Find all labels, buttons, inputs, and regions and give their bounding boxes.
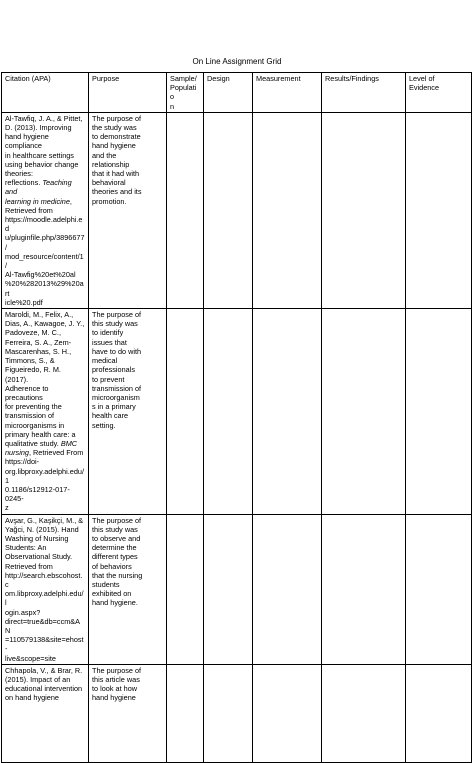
column-header-design: Design — [204, 73, 253, 113]
level-of-evidence-cell — [406, 112, 472, 308]
column-header-citation: Citation (APA) — [2, 73, 89, 113]
measurement-cell — [253, 664, 322, 762]
citation-cell — [2, 309, 89, 514]
sample-population-cell — [167, 514, 204, 664]
level-of-evidence-cell — [406, 514, 472, 664]
design-cell — [204, 664, 253, 762]
table-row — [2, 664, 472, 762]
citation-text: , Retrieved from https://moodle.adelphi.ed u/pluginfile.php/3896677/ mod_resource/content/1/ Al-Tawfig%20et%20al %20%282013%29%20art icle%20.pdf — [5, 196, 85, 307]
table-row — [2, 309, 472, 514]
measurement-cell — [253, 514, 322, 664]
citation-cell — [2, 514, 89, 664]
citation-text: Chhapola, V., & Brar, R. (2015). Impact of an educational intervention on hand hygiene — [5, 665, 83, 703]
citation-cell — [2, 664, 89, 762]
results-findings-cell — [322, 514, 406, 664]
citation-cell — [2, 112, 89, 308]
design-cell — [204, 309, 253, 514]
page-title: On Line Assignment Grid — [192, 57, 282, 66]
citation-text: Maroldi, M., Felix, A., Dias, A., Kawagoe, J. Y., Padoveze, M. C., Ferreira, S. A., Zem- Mascarenhas, S. H., Timmons, S., & Figueiredo, R. M. (2017). Adherence to precautions for preventing the transmission of microorganisms in primary health care: a qualitative study. — [5, 310, 85, 448]
assignment-grid-table — [1, 72, 472, 763]
purpose-cell: The purpose of this study was to identify issues that have to do with medical professionals to prevent transmission of microorganism s in a primary health care setting. — [89, 309, 167, 514]
level-of-evidence-cell — [406, 664, 472, 762]
column-header-results-findings: Results/Findings — [322, 73, 406, 113]
purpose-cell: The purpose of the study was to demonstrate hand hygiene and the relationship that it had with behavioral theories and its promotion. — [89, 112, 167, 308]
table-row — [2, 112, 472, 308]
column-header-measurement: Measurement — [253, 73, 322, 113]
design-cell — [204, 514, 253, 664]
table-header-row — [2, 73, 472, 113]
results-findings-cell — [322, 309, 406, 514]
sample-population-cell — [167, 309, 204, 514]
citation-text: , Retrieved From https://doi- org.libproxy.adelphi.edu/1 0.1186/s12912-017-0245- z — [5, 448, 84, 513]
sample-population-cell — [167, 664, 204, 762]
citation-journal-text: Teaching and learning in medicine — [5, 178, 72, 206]
results-findings-cell — [322, 112, 406, 308]
table-row — [2, 514, 472, 664]
column-header-purpose: Purpose — [89, 73, 167, 113]
citation-text: Al-Tawfiq, J. A., & Pittet, D. (2013). Improving hand hygiene compliance in healthcare settings using behavior change theories: reflections. — [5, 113, 83, 188]
citation-text: Avşar, G., Kaşikçi, M., & Yağci, N. (2015). Hand Washing of Nursing Students: An Observational Study. Retrieved from http://search.ebscohost.c om.libproxy.adelphi.edu/l ogin.aspx? direct=true&db=ccm&AN =110579138&site=ehost- live&scope=site — [5, 515, 84, 663]
column-header-level-of-evidence: Level of Evidence — [406, 73, 472, 113]
sample-population-cell — [167, 112, 204, 308]
measurement-cell — [253, 309, 322, 514]
measurement-cell — [253, 112, 322, 308]
purpose-cell: The purpose of this study was to observe and determine the different types of behaviors that the nursing students exhibited on hand hygiene. — [89, 514, 167, 664]
citation-journal-text: BMC nursing — [5, 438, 78, 458]
results-findings-cell — [322, 664, 406, 762]
level-of-evidence-cell — [406, 309, 472, 514]
purpose-cell: The purpose of this article was to look at how hand hygiene — [89, 664, 167, 762]
column-header-sample-population: Sample/ Populatio n — [167, 73, 204, 113]
design-cell — [204, 112, 253, 308]
